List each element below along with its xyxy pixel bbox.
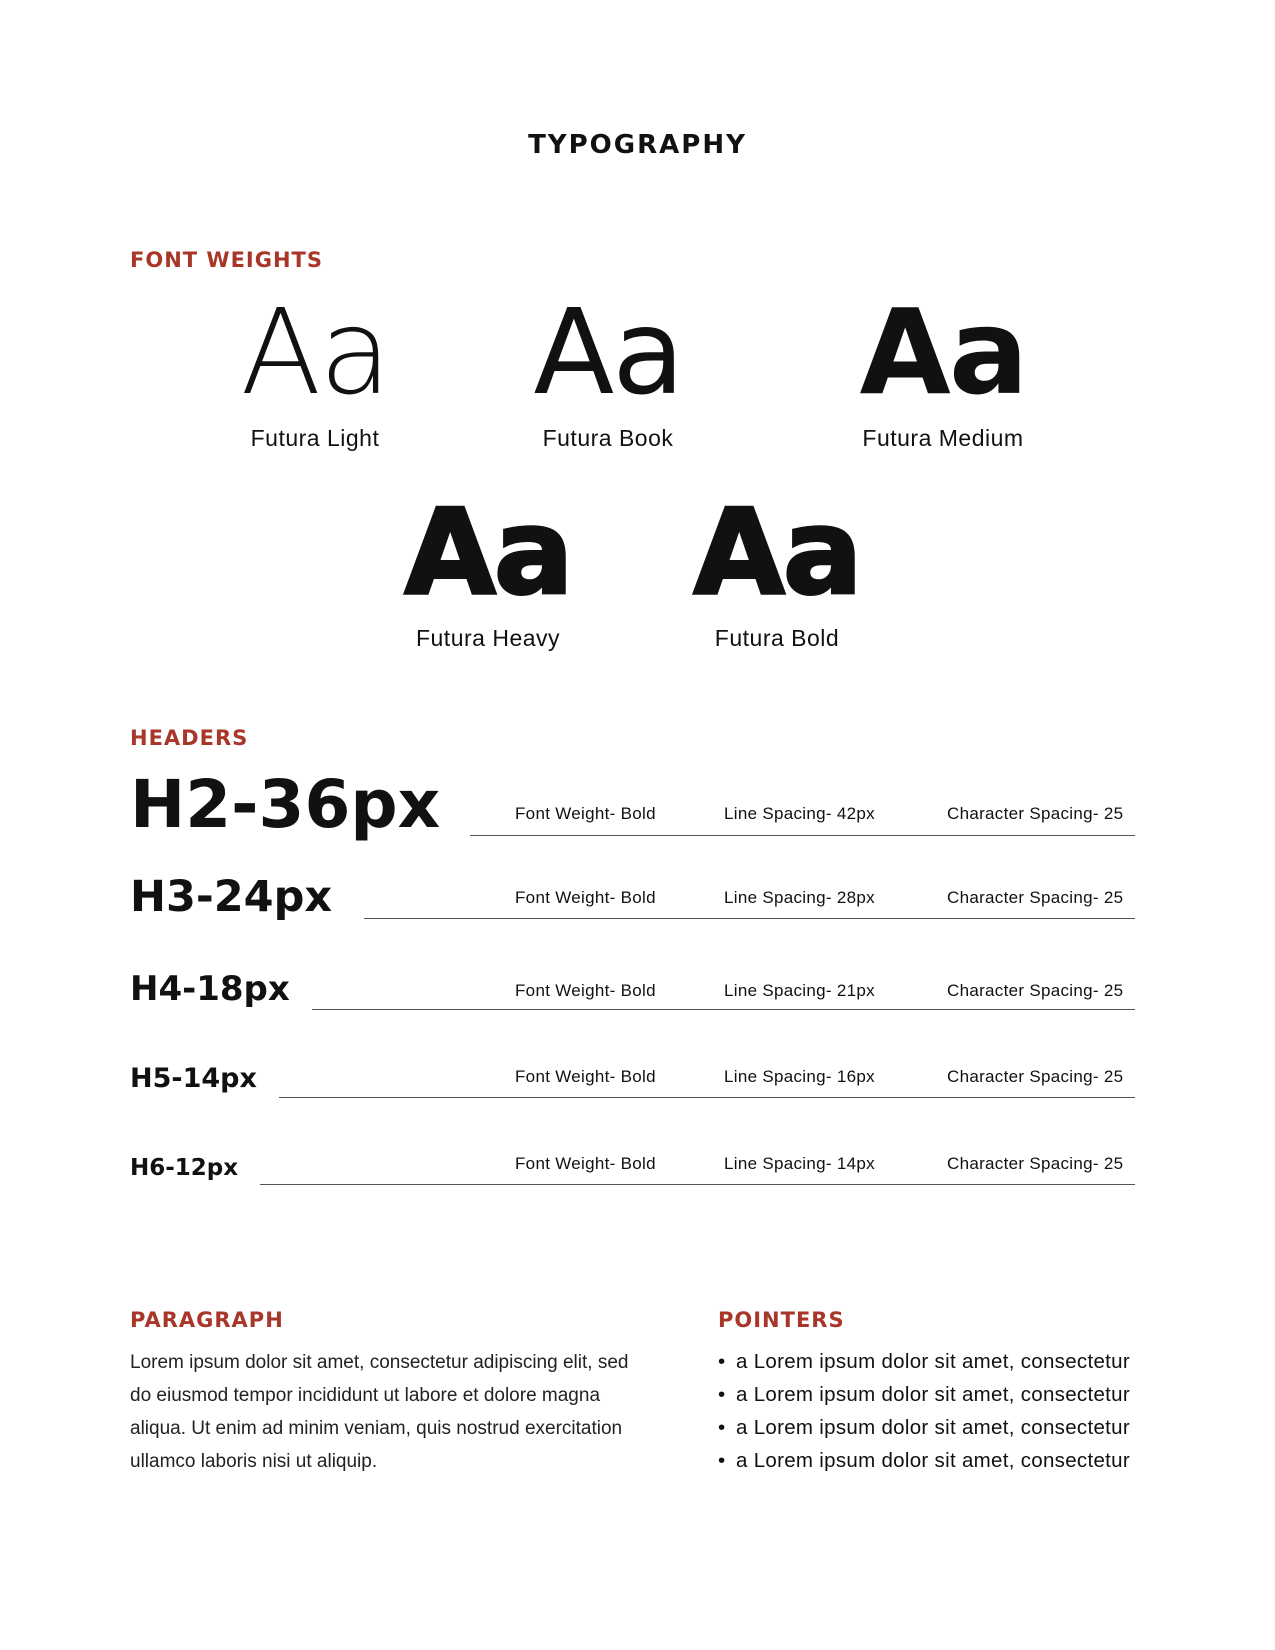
header-sample: H2-36px <box>130 770 462 840</box>
line-spacing-spec: Line Spacing- 16px <box>724 1067 875 1086</box>
header-sample: H5-14px <box>130 1059 279 1099</box>
line-spacing-spec: Line Spacing- 42px <box>724 804 875 823</box>
character-spacing-spec: Character Spacing- 25 <box>947 804 1124 823</box>
character-spacing-spec: Character Spacing- 25 <box>947 1067 1124 1086</box>
character-spacing-spec: Character Spacing- 25 <box>947 981 1124 1000</box>
bullet-icon: • <box>718 1383 726 1406</box>
header-sample: H3-24px <box>130 872 354 922</box>
character-spacing-spec: Character Spacing- 25 <box>947 888 1124 907</box>
font-sample-label: Futura Book <box>542 425 674 451</box>
font-sample-glyph: Aa <box>240 283 390 421</box>
header-spec-row-h5 <box>130 1059 1135 1099</box>
font-sample-glyph: Aa <box>859 283 1027 421</box>
line-spacing-spec: Line Spacing- 21px <box>724 981 875 1000</box>
bullet-icon: • <box>718 1449 726 1472</box>
font-weights-heading: FONT WEIGHTS <box>130 248 323 272</box>
page-title: TYPOGRAPHY <box>528 130 747 160</box>
header-spec-row-h4 <box>130 967 1135 1012</box>
header-sample: H4-18px <box>130 967 312 1012</box>
font-sample-heavy <box>378 483 598 652</box>
font-weight-spec: Font Weight- Bold <box>515 1067 656 1086</box>
font-weight-spec: Font Weight- Bold <box>515 981 656 1000</box>
font-weight-spec: Font Weight- Bold <box>515 804 656 823</box>
pointer-item <box>718 1345 1130 1378</box>
font-sample-bold <box>667 483 887 652</box>
font-sample-label: Futura Medium <box>862 425 1024 451</box>
font-sample-glyph: Aa <box>533 283 683 421</box>
row-rule <box>244 1184 1135 1185</box>
pointer-text: a Lorem ipsum dolor sit amet, consectetur <box>736 1449 1130 1472</box>
font-sample-label: Futura Bold <box>714 625 840 651</box>
headers-heading: HEADERS <box>130 726 249 750</box>
row-rule <box>263 1097 1135 1098</box>
pointer-item <box>718 1378 1130 1411</box>
pointers-heading: POINTERS <box>718 1308 845 1332</box>
paragraph-sample: Lorem ipsum dolor sit amet, consectetur adipiscing elit, sed do eiusmod tempor incididunt ut labore et dolore magna aliqua. Ut enim ad minim veniam, quis nostrud exercitation ullamco laboris nisi ut aliquip. <box>130 1352 629 1472</box>
font-sample-label: Futura Light <box>250 425 380 451</box>
pointer-text: a Lorem ipsum dolor sit amet, consectetur <box>736 1383 1130 1406</box>
font-sample-light <box>205 283 425 452</box>
pointer-text: a Lorem ipsum dolor sit amet, consectetur <box>736 1416 1130 1439</box>
font-weight-spec: Font Weight- Bold <box>515 1154 656 1173</box>
line-spacing-spec: Line Spacing- 28px <box>724 888 875 907</box>
line-spacing-spec: Line Spacing- 14px <box>724 1154 875 1173</box>
font-weight-spec: Font Weight- Bold <box>515 888 656 907</box>
row-rule <box>364 918 1135 919</box>
font-sample-book <box>498 283 718 452</box>
font-sample-medium <box>833 283 1053 452</box>
font-sample-glyph: Aa <box>693 483 861 621</box>
header-spec-row-h6 <box>130 1148 1135 1188</box>
header-spec-row-h2 <box>130 766 1135 843</box>
bullet-icon: • <box>718 1416 726 1439</box>
font-sample-label: Futura Heavy <box>415 625 561 651</box>
pointer-text: a Lorem ipsum dolor sit amet, consectetur <box>736 1350 1130 1373</box>
font-sample-glyph: Aa <box>404 483 572 621</box>
pointer-item <box>718 1411 1130 1444</box>
paragraph-heading: PARAGRAPH <box>130 1308 284 1332</box>
pointers-list <box>718 1345 1130 1477</box>
character-spacing-spec: Character Spacing- 25 <box>947 1154 1124 1173</box>
row-rule <box>300 1009 1135 1010</box>
pointer-item <box>718 1444 1130 1477</box>
row-rule <box>470 835 1135 836</box>
header-sample: H6-12px <box>130 1148 260 1188</box>
header-spec-row-h3 <box>130 872 1135 922</box>
bullet-icon: • <box>718 1350 726 1373</box>
